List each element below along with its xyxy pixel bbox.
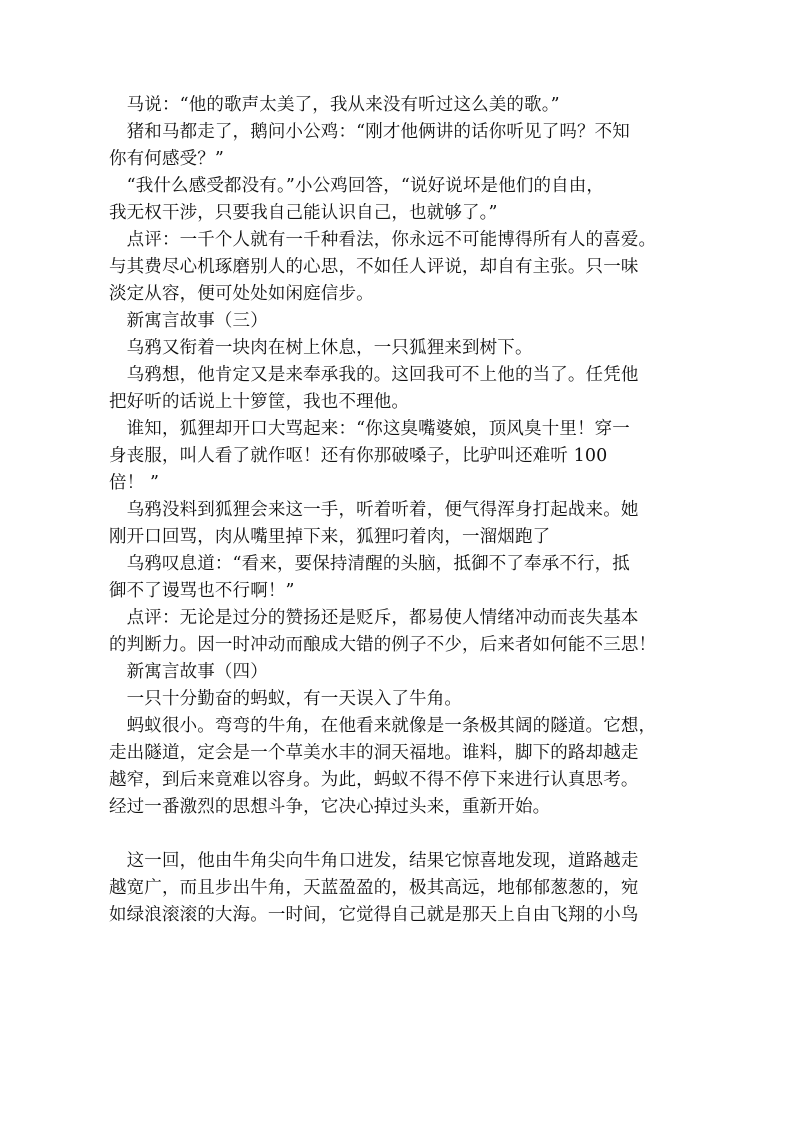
text-line: 身丧服，叫人看了就作呕！还有你那破嗓子，比驴叫还难听 100 <box>109 446 608 466</box>
text-line: 御不了谩骂也不行啊！” <box>109 581 295 601</box>
text-line: 走出隧道，定会是一个草美水丰的洞天福地。谁料，脚下的路却越走 <box>109 743 639 763</box>
text-line: 与其费尽心机琢磨别人的心思，不如任人评说，却自有主张。只一味 <box>109 257 639 277</box>
text-line: 越窄，到后来竟难以容身。为此，蚂蚁不得不停下来进行认真思考。 <box>109 770 639 790</box>
text-line: 蚂蚁很小。弯弯的牛角，在他看来就像是一条极其阔的隧道。它想， <box>109 716 657 736</box>
paragraph-horse-comment <box>109 92 689 119</box>
text-line: 这一回，他由牛角尖向牛角口进发，结果它惊喜地发现，道路越走 <box>109 851 639 871</box>
paragraph-ant-returns <box>109 848 689 929</box>
paragraph-rooster-answer <box>109 173 689 227</box>
text-line: 点评：一千个人就有一千种看法，你永远不可能博得所有人的喜爱。 <box>109 230 657 250</box>
text-line: 马说：“他的歌声太美了，我从来没有听过这么美的歌。” <box>109 95 560 115</box>
text-line: 新寓言故事（四） <box>109 662 268 682</box>
paragraph-commentary-3 <box>109 605 689 659</box>
paragraph-ant-tunnel <box>109 713 689 821</box>
text-line: 新寓言故事（三） <box>109 311 268 331</box>
text-line: 经过一番激烈的思想斗争，它决心掉过头来，重新开始。 <box>109 797 551 817</box>
paragraph-fox-curses <box>109 416 689 497</box>
text-line: 越宽广，而且步出牛角，天蓝盈盈的，极其高远，地郁郁葱葱的，宛 <box>109 878 639 898</box>
text-line: 淡定从容，便可处处如闲庭信步。 <box>109 284 374 304</box>
section-heading-story-3 <box>109 308 689 335</box>
text-line: 乌鸦没料到狐狸会来这一手，听着听着，便气得浑身打起战来。她 <box>109 500 639 520</box>
text-line: 如绿浪滚滚的大海。一时间，它觉得自己就是那天上自由飞翔的小鸟 <box>109 905 639 925</box>
paragraph-ant-enters <box>109 686 689 713</box>
text-line: 乌鸦想，他肯定又是来奉承我的。这回我可不上他的当了。任凭他 <box>109 365 639 385</box>
paragraph-crow-angry <box>109 497 689 551</box>
paragraph-crow-thinks <box>109 362 689 416</box>
paragraph-crow-sighs <box>109 551 689 605</box>
text-line: 刚开口回骂，肉从嘴里掉下来，狐狸叼着肉，一溜烟跑了 <box>109 527 551 547</box>
text-line: 一只十分勤奋的蚂蚁，有一天误入了牛角。 <box>109 689 462 709</box>
text-line: 乌鸦叹息道：“看来，要保持清醒的头脑，抵御不了奉承不行，抵 <box>109 554 630 574</box>
text-line: 乌鸦又衔着一块肉在树上休息，一只狐狸来到树下。 <box>109 338 533 358</box>
text-line: 把好听的话说上十箩筐，我也不理他。 <box>109 392 410 412</box>
document-body <box>109 92 689 929</box>
paragraph-crow-rests <box>109 335 689 362</box>
text-line: 我无权干涉，只要我自己能认识自己，也就够了。” <box>109 203 498 223</box>
blank-line <box>109 821 689 848</box>
section-heading-story-4 <box>109 659 689 686</box>
text-line: 谁知，狐狸却开口大骂起来：“你这臭嘴婆娘，顶风臭十里！穿一 <box>109 419 630 439</box>
text-line: 你有何感受？” <box>109 149 224 169</box>
text-line: 猪和马都走了，鹅问小公鸡：“刚才他俩讲的话你听见了吗？不知 <box>109 122 630 142</box>
text-line: 的判断力。因一时冲动而酿成大错的例子不少，后来者如何能不三思！ <box>109 635 657 655</box>
text-line: 点评：无论是过分的赞扬还是贬斥，都易使人情绪冲动而丧失基本 <box>109 608 639 628</box>
paragraph-commentary-2 <box>109 227 689 308</box>
paragraph-goose-question <box>109 119 689 173</box>
text-line <box>109 821 689 848</box>
text-line: “我什么感受都没有。”小公鸡回答，“说好说坏是他们的自由， <box>109 176 605 196</box>
text-line: 倍！ ” <box>109 473 160 493</box>
